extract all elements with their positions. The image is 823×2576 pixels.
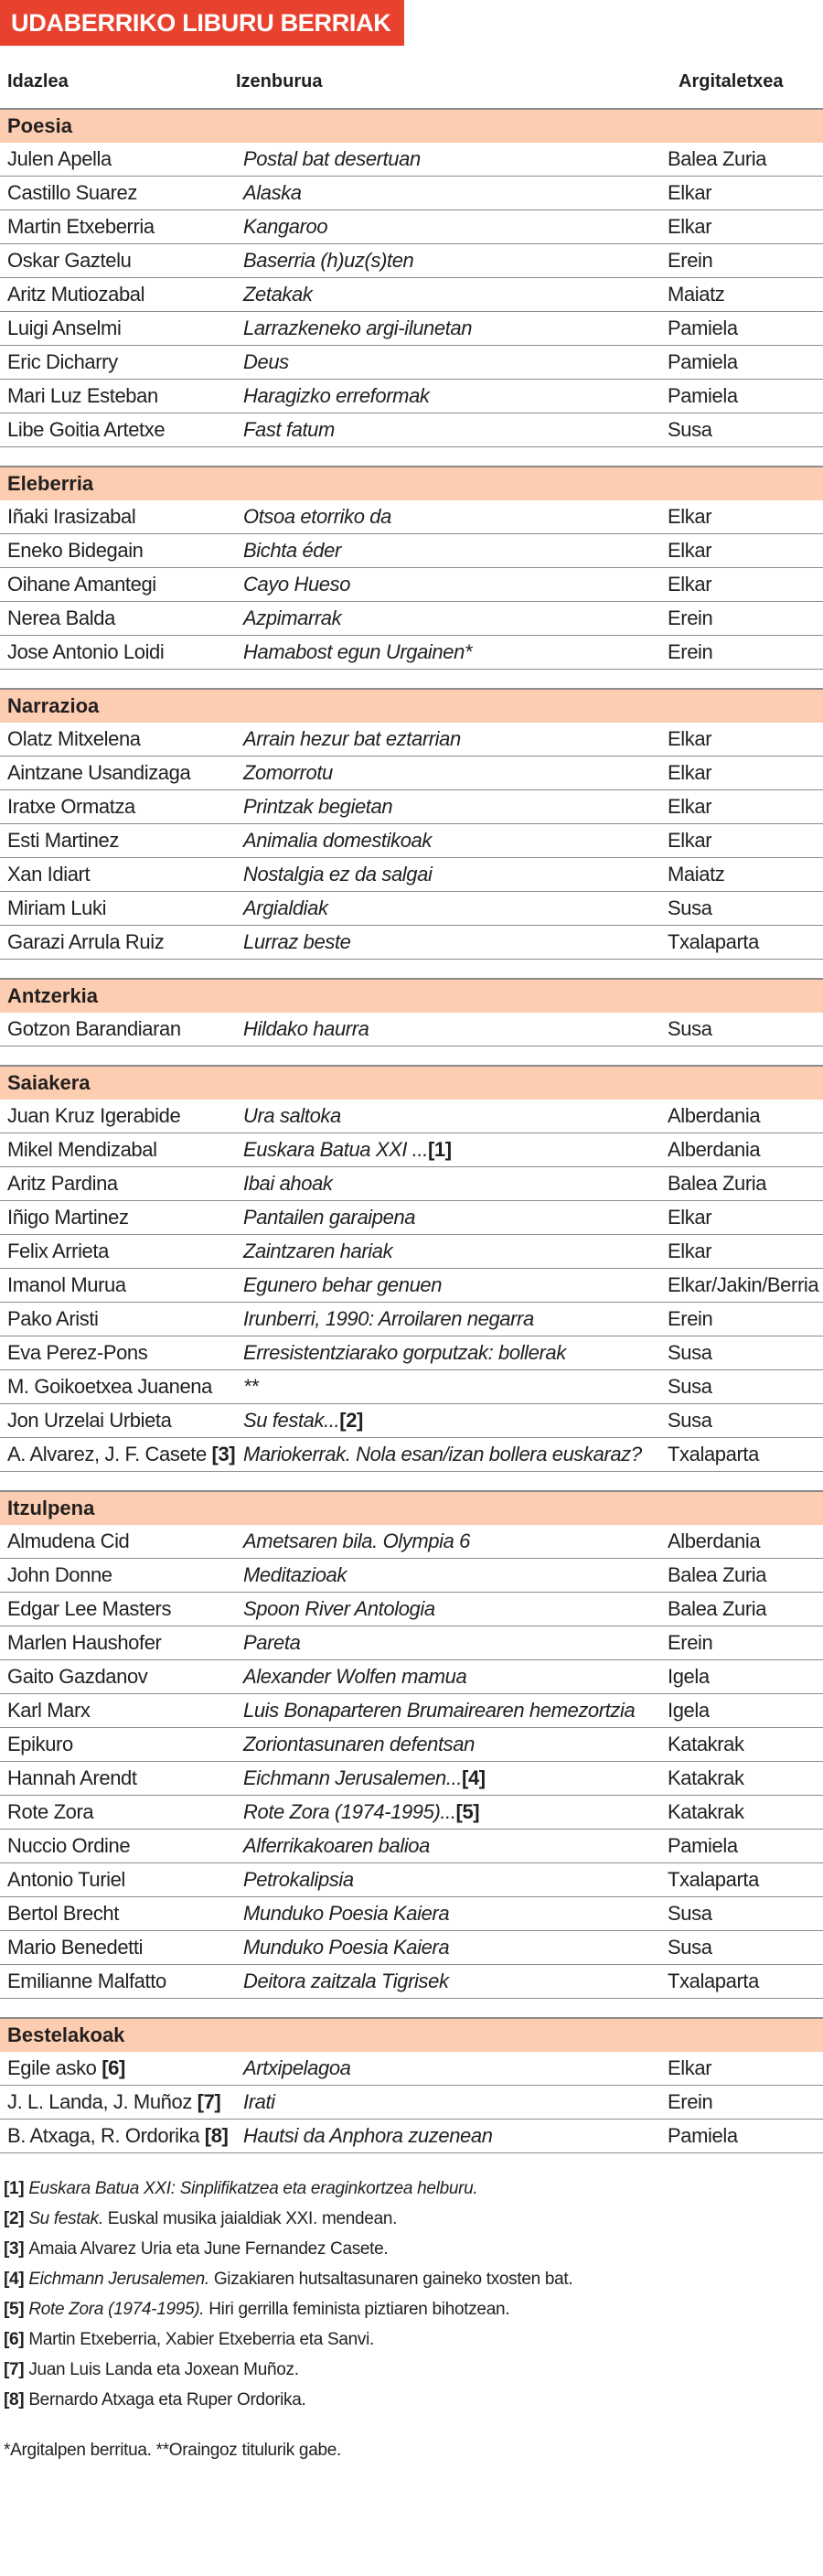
author-cell: Imanol Murua <box>7 1273 126 1296</box>
note-number: [4] <box>4 2270 29 2289</box>
note-text: Gizakiaren hutsaltasunaren gaineko txosten bat. <box>208 2270 573 2289</box>
author-cell: Emilianne Malfatto <box>7 1970 166 1992</box>
table-row <box>0 500 823 534</box>
author-cell: Xan Idiart <box>7 863 91 886</box>
publisher-cell: Susa <box>668 418 712 441</box>
title-cell: Rote Zora (1974-1995)...[5] <box>243 1800 480 1823</box>
publisher-cell: Alberdania <box>668 1530 761 1552</box>
author-cell: Rote Zora <box>7 1800 94 1823</box>
author-cell: Mari Luz Esteban <box>7 384 158 407</box>
table-row <box>0 1728 823 1762</box>
author-cell: Iratxe Ormatza <box>7 795 135 818</box>
publisher-cell: Elkar <box>668 1206 712 1229</box>
title-cell: Euskara Batua XXI ...[1] <box>243 1138 452 1161</box>
footnote: *Argitalpen berritua. **Oraingoz titulurik gabe. <box>4 2441 341 2460</box>
author-cell: Luigi Anselmi <box>7 317 122 339</box>
note-reference: [4] <box>462 1766 486 1789</box>
publisher-cell: Erein <box>668 640 713 663</box>
publisher-cell: Igela <box>668 1699 710 1722</box>
publisher-cell: Susa <box>668 1936 712 1959</box>
table-row <box>0 1100 823 1133</box>
author-cell: Garazi Arrula Ruiz <box>7 930 165 953</box>
title-cell: Deus <box>243 350 289 373</box>
author-cell: Marlen Haushofer <box>7 1631 162 1654</box>
author-cell: A. Alvarez, J. F. Casete [3] <box>7 1443 236 1465</box>
table-row <box>0 1167 823 1201</box>
note-text: Hiri gerrilla feminista piztiaren bihotzean. <box>204 2300 510 2319</box>
table-row <box>0 1931 823 1965</box>
title-cell: Egunero behar genuen <box>243 1273 443 1296</box>
title-cell: Ametsaren bila. Olympia 6 <box>243 1530 470 1552</box>
publisher-cell: Elkar <box>668 829 712 852</box>
section-title: Poesia <box>7 114 72 137</box>
table-row <box>0 1863 823 1897</box>
author-cell: Aintzane Usandizaga <box>7 761 191 784</box>
note-reference: [8] <box>199 2124 229 2147</box>
author-cell: Esti Martinez <box>7 829 119 852</box>
title-cell: Alexander Wolfen mamua <box>243 1665 467 1688</box>
note-item <box>4 2177 477 2201</box>
title-cell: Zaintzaren hariak <box>243 1240 393 1262</box>
author-cell: John Donne <box>7 1563 112 1586</box>
title-cell: Larrazkeneko argi-ilunetan <box>243 317 473 339</box>
author-cell: B. Atxaga, R. Ordorika [8] <box>7 2124 229 2147</box>
author-cell: Aritz Mutiozabal <box>7 283 145 306</box>
author-cell: Gaito Gazdanov <box>7 1665 148 1688</box>
page-title: UDABERRIKO LIBURU BERRIAK <box>0 0 404 46</box>
publisher-cell: Elkar <box>668 215 712 238</box>
table-row <box>0 1235 823 1269</box>
note-item <box>4 2207 397 2231</box>
author-cell: Iñaki Irasizabal <box>7 505 136 528</box>
table-row <box>0 1438 823 1472</box>
author-cell: Juan Kruz Igerabide <box>7 1104 181 1127</box>
author-cell: Julen Apella <box>7 147 112 170</box>
title-cell: Luis Bonaparteren Brumairearen hemezortzia <box>243 1699 636 1722</box>
author-cell: Gotzon Barandiaran <box>7 1017 181 1040</box>
title-cell: Artxipelagoa <box>243 2056 351 2079</box>
author-cell: Nerea Balda <box>7 606 115 629</box>
title-cell: Zetakak <box>243 283 313 306</box>
author-cell: Olatz Mitxelena <box>7 727 141 750</box>
table-row <box>0 312 823 346</box>
note-number: [7] <box>4 2360 29 2379</box>
author-cell: Felix Arrieta <box>7 1240 109 1262</box>
section-header <box>0 1492 823 1525</box>
publisher-cell: Elkar <box>668 727 712 750</box>
author-cell: Eric Dicharry <box>7 350 118 373</box>
publisher-cell: Erein <box>668 1307 713 1330</box>
table-row <box>0 1336 823 1370</box>
author-cell: Jon Urzelai Urbieta <box>7 1409 172 1432</box>
note-reference: [3] <box>206 1443 236 1465</box>
title-cell: Azpimarrak <box>243 606 342 629</box>
note-item <box>4 2298 509 2322</box>
title-cell: Irati <box>243 2090 275 2113</box>
section-header <box>0 690 823 723</box>
table-row <box>0 346 823 380</box>
table-row <box>0 2052 823 2086</box>
author-cell: Pako Aristi <box>7 1307 99 1330</box>
table-row <box>0 177 823 210</box>
title-cell: Cayo Hueso <box>243 573 351 596</box>
title-cell: Meditazioak <box>243 1563 347 1586</box>
note-text: Euskal musika jaialdiak XXI. mendean. <box>102 2209 398 2228</box>
title-cell: Ibai ahoak <box>243 1172 333 1195</box>
title-cell: Mariokerrak. Nola esan/izan bollera euskaraz? <box>243 1443 642 1465</box>
author-cell: Oskar Gaztelu <box>7 249 132 272</box>
note-item <box>4 2328 374 2352</box>
publisher-cell: Pamiela <box>668 317 738 339</box>
author-cell: Jose Antonio Loidi <box>7 640 165 663</box>
publisher-cell: Alberdania <box>668 1104 761 1127</box>
table-row <box>0 1013 823 1046</box>
note-reference: [1] <box>427 1138 452 1161</box>
note-title: Euskara Batua XXI: Sinplifikatzea eta eraginkortzea helburu. <box>28 2179 478 2198</box>
publisher-cell: Txalaparta <box>668 1868 759 1891</box>
table-row <box>0 413 823 447</box>
title-cell: Kangaroo <box>243 215 328 238</box>
table-row <box>0 1404 823 1438</box>
table-row <box>0 723 823 757</box>
table-row <box>0 824 823 858</box>
publisher-cell: Susa <box>668 1375 712 1398</box>
note-number: [6] <box>4 2330 29 2349</box>
title-cell: Spoon River Antologia <box>243 1597 435 1620</box>
author-cell: Oihane Amantegi <box>7 573 156 596</box>
author-cell: Martin Etxeberria <box>7 215 155 238</box>
title-cell: Baserria (h)uz(s)ten <box>243 249 414 272</box>
title-cell: Haragizko erreformak <box>243 384 430 407</box>
publisher-cell: Elkar <box>668 1240 712 1262</box>
title-cell: Deitora zaitzala Tigrisek <box>243 1970 449 1992</box>
section-title: Saiakera <box>7 1071 91 1094</box>
author-cell: Antonio Turiel <box>7 1868 125 1891</box>
publisher-cell: Balea Zuria <box>668 1563 767 1586</box>
table-row <box>0 568 823 602</box>
publisher-cell: Balea Zuria <box>668 1597 767 1620</box>
note-title: Rote Zora (1974-1995). <box>28 2300 205 2319</box>
author-cell: Eva Perez-Pons <box>7 1341 148 1364</box>
table-row <box>0 1626 823 1660</box>
title-cell: Zoriontasunaren defentsan <box>243 1733 475 1755</box>
author-cell: Mikel Mendizabal <box>7 1138 157 1161</box>
title-cell: Ura saltoka <box>243 1104 341 1127</box>
note-title: Eichmann Jerusalemen. <box>28 2270 209 2289</box>
publisher-cell: Txalaparta <box>668 1970 759 1992</box>
section-header <box>0 2019 823 2052</box>
publisher-cell: Susa <box>668 1409 712 1432</box>
author-cell: Eneko Bidegain <box>7 539 144 562</box>
section-title: Eleberria <box>7 472 94 495</box>
publisher-cell: Katakrak <box>668 1800 744 1823</box>
publisher-cell: Erein <box>668 606 713 629</box>
author-cell: Castillo Suarez <box>7 181 137 204</box>
title-cell: Arrain hezur bat eztarrian <box>243 727 461 750</box>
title-cell: Otsoa etorriko da <box>243 505 391 528</box>
publisher-cell: Maiatz <box>668 283 725 306</box>
table-row <box>0 636 823 670</box>
title-cell: Eichmann Jerusalemen...[4] <box>243 1766 486 1789</box>
table-row <box>0 1303 823 1336</box>
title-cell: Alaska <box>243 181 302 204</box>
title-cell: Animalia domestikoak <box>243 829 432 852</box>
section-title: Antzerkia <box>7 984 99 1007</box>
title-cell: Fast fatum <box>243 418 335 441</box>
author-cell: Iñigo Martinez <box>7 1206 129 1229</box>
section-header <box>0 467 823 500</box>
publisher-cell: Elkar <box>668 181 712 204</box>
publisher-cell: Susa <box>668 896 712 919</box>
table-row <box>0 534 823 568</box>
title-cell: Su festak...[2] <box>243 1409 363 1432</box>
publisher-cell: Elkar <box>668 761 712 784</box>
author-cell: Edgar Lee Masters <box>7 1597 172 1620</box>
note-text: Bernardo Atxaga eta Ruper Ordorika. <box>28 2390 306 2410</box>
table-row <box>0 926 823 960</box>
note-number: [2] <box>4 2209 29 2228</box>
note-reference: [7] <box>191 2090 221 2113</box>
title-cell: Printzak begietan <box>243 795 393 818</box>
table-row <box>0 380 823 413</box>
title-cell: Lurraz beste <box>243 930 351 953</box>
publisher-cell: Pamiela <box>668 2124 738 2147</box>
table-row <box>0 1201 823 1235</box>
table-row <box>0 757 823 790</box>
publisher-cell: Pamiela <box>668 350 738 373</box>
note-text: Juan Luis Landa eta Joxean Muñoz. <box>28 2360 299 2379</box>
author-cell: Egile asko [6] <box>7 2056 125 2079</box>
author-cell: M. Goikoetxea Juanena <box>7 1375 212 1398</box>
publisher-cell: Elkar <box>668 795 712 818</box>
publisher-cell: Alberdania <box>668 1138 761 1161</box>
column-header-publisher: Argitaletxea <box>679 71 784 91</box>
note-item <box>4 2388 306 2412</box>
note-reference: [2] <box>339 1409 363 1432</box>
author-cell: Karl Marx <box>7 1699 91 1722</box>
title-cell: Bichta éder <box>243 539 341 562</box>
publisher-cell: Susa <box>668 1017 712 1040</box>
title-cell: Munduko Poesia Kaiera <box>243 1936 450 1959</box>
publisher-cell: Igela <box>668 1665 710 1688</box>
section-header <box>0 1067 823 1100</box>
table-row <box>0 1965 823 1999</box>
publisher-cell: Pamiela <box>668 1834 738 1857</box>
section-header <box>0 110 823 143</box>
table-row <box>0 1660 823 1694</box>
publisher-cell: Maiatz <box>668 863 725 886</box>
table-row <box>0 790 823 824</box>
table-row <box>0 892 823 926</box>
title-cell: Alferrikakoaren balioa <box>243 1834 430 1857</box>
author-cell: Hannah Arendt <box>7 1766 137 1789</box>
author-cell: Mario Benedetti <box>7 1936 144 1959</box>
note-text: Martin Etxeberria, Xabier Etxeberria eta Sanvi. <box>28 2330 375 2349</box>
publisher-cell: Erein <box>668 249 713 272</box>
publisher-cell: Erein <box>668 2090 713 2113</box>
table-row <box>0 2086 823 2120</box>
note-reference: [6] <box>96 2056 125 2079</box>
note-number: [3] <box>4 2239 29 2259</box>
author-cell: Almudena Cid <box>7 1530 130 1552</box>
note-number: [5] <box>4 2300 29 2319</box>
author-cell: Miriam Luki <box>7 896 107 919</box>
table-row <box>0 1133 823 1167</box>
table-row <box>0 1559 823 1593</box>
publisher-cell: Elkar <box>668 539 712 562</box>
table-row <box>0 1762 823 1796</box>
table-row <box>0 2120 823 2153</box>
table-row <box>0 278 823 312</box>
title-cell: Pareta <box>243 1631 301 1654</box>
author-cell: Epikuro <box>7 1733 73 1755</box>
title-cell: Hildako haurra <box>243 1017 369 1040</box>
section-title: Itzulpena <box>7 1497 95 1519</box>
section-title: Narrazioa <box>7 694 100 717</box>
author-cell: Nuccio Ordine <box>7 1834 131 1857</box>
title-cell: Hamabost egun Urgainen* <box>243 640 473 663</box>
title-cell: Munduko Poesia Kaiera <box>243 1902 450 1925</box>
publisher-cell: Erein <box>668 1631 713 1654</box>
author-cell: J. L. Landa, J. Muñoz [7] <box>7 2090 221 2113</box>
publisher-cell: Elkar <box>668 505 712 528</box>
note-item <box>4 2238 388 2261</box>
table-row <box>0 1370 823 1404</box>
note-number: [1] <box>4 2179 29 2198</box>
publisher-cell: Katakrak <box>668 1766 744 1789</box>
column-header-author: Idazlea <box>7 71 69 91</box>
note-reference: [5] <box>455 1800 480 1823</box>
title-cell: Argialdiak <box>243 896 328 919</box>
publisher-cell: Susa <box>668 1341 712 1364</box>
note-title: Su festak. <box>28 2209 103 2228</box>
title-cell: Erresistentziarako gorputzak: bollerak <box>243 1341 566 1364</box>
publisher-cell: Balea Zuria <box>668 147 767 170</box>
table-row <box>0 210 823 244</box>
table-row <box>0 1897 823 1931</box>
publisher-cell: Katakrak <box>668 1733 744 1755</box>
table-row <box>0 143 823 177</box>
title-cell: Zomorrotu <box>243 761 333 784</box>
publisher-cell: Susa <box>668 1902 712 1925</box>
table-row <box>0 1830 823 1863</box>
author-cell: Aritz Pardina <box>7 1172 118 1195</box>
table-row <box>0 602 823 636</box>
publisher-cell: Txalaparta <box>668 1443 759 1465</box>
table-row <box>0 1694 823 1728</box>
column-header-title: Izenburua <box>236 71 323 91</box>
table-row <box>0 858 823 892</box>
section-title: Bestelakoak <box>7 2023 125 2046</box>
publisher-cell: Balea Zuria <box>668 1172 767 1195</box>
section-header <box>0 980 823 1013</box>
title-cell: Hautsi da Anphora zuzenean <box>243 2124 493 2147</box>
title-cell: ** <box>243 1375 259 1398</box>
publisher-cell: Elkar/Jakin/Berria <box>668 1273 819 1296</box>
note-item <box>4 2358 299 2382</box>
table-row <box>0 1525 823 1559</box>
title-cell: Petrokalipsia <box>243 1868 354 1891</box>
note-item <box>4 2268 572 2292</box>
table-row <box>0 244 823 278</box>
publisher-cell: Txalaparta <box>668 930 759 953</box>
author-cell: Libe Goitia Artetxe <box>7 418 166 441</box>
title-cell: Pantailen garaipena <box>243 1206 416 1229</box>
table-row <box>0 1269 823 1303</box>
publisher-cell: Elkar <box>668 573 712 596</box>
title-cell: Nostalgia ez da salgai <box>243 863 433 886</box>
title-cell: Postal bat desertuan <box>243 147 421 170</box>
author-cell: Bertol Brecht <box>7 1902 119 1925</box>
table-row <box>0 1593 823 1626</box>
publisher-cell: Elkar <box>668 2056 712 2079</box>
title-cell: Irunberri, 1990: Arroilaren negarra <box>243 1307 534 1330</box>
note-number: [8] <box>4 2390 29 2410</box>
publisher-cell: Pamiela <box>668 384 738 407</box>
table-row <box>0 1796 823 1830</box>
note-text: Amaia Alvarez Uria eta June Fernandez Casete. <box>28 2239 389 2259</box>
